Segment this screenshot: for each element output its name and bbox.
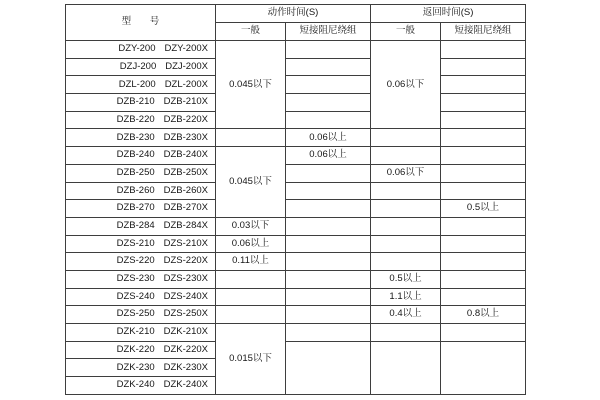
model-a: DZB-270 <box>116 202 155 214</box>
cell-act-general <box>216 288 286 306</box>
model-pair <box>66 345 215 355</box>
model-pair <box>66 168 215 178</box>
model-pair <box>66 186 215 196</box>
cell-ret-general <box>371 235 441 253</box>
cell-ret-damped <box>441 288 526 306</box>
model-a: DZB-230 <box>116 131 155 143</box>
model-cell <box>66 235 216 253</box>
model-b: DZS-210X <box>163 237 208 249</box>
cell-act-damped: 0.06以上 <box>286 129 371 147</box>
cell-act-damped <box>286 111 371 129</box>
table-row <box>66 341 526 359</box>
model-b: DZK-240X <box>163 379 208 391</box>
model-b: DZB-260X <box>163 184 208 196</box>
model-cell <box>66 94 216 112</box>
cell-ret-damped <box>441 94 526 112</box>
model-a: DZK-210 <box>116 326 155 338</box>
model-b: DZY-200X <box>164 43 208 55</box>
cell-ret-general: 0.06以下 <box>371 41 441 129</box>
cell-act-damped: 0.06以上 <box>286 147 371 165</box>
model-a: DZS-240 <box>116 290 155 302</box>
cell-ret-general <box>371 324 441 342</box>
model-b: DZB-240X <box>163 149 208 161</box>
cell-act-damped <box>286 164 371 182</box>
model-pair <box>66 80 215 90</box>
model-pair <box>66 62 215 72</box>
model-pair <box>66 133 215 143</box>
model-a: DZK-230 <box>116 361 155 373</box>
model-a: DZS-250 <box>116 308 155 320</box>
model-b: DZK-220X <box>163 343 208 355</box>
model-b: DZK-230X <box>163 361 208 373</box>
table-row <box>66 217 526 235</box>
cell-ret-general: 0.4以上 <box>371 306 441 324</box>
table-row <box>66 94 526 112</box>
model-pair <box>66 327 215 337</box>
header-act-general: 一般 <box>216 23 286 41</box>
model-cell <box>66 341 216 359</box>
cell-act-general <box>216 129 286 147</box>
cell-act-general: 0.045以下 <box>216 147 286 218</box>
model-b: DZS-230X <box>163 273 208 285</box>
model-a: DZB-240 <box>116 149 155 161</box>
cell-act-damped <box>286 324 371 342</box>
cell-ret-general <box>371 217 441 235</box>
model-a: DZB-210 <box>116 96 155 108</box>
model-pair <box>66 44 215 54</box>
model-pair <box>66 150 215 160</box>
model-cell <box>66 306 216 324</box>
cell-ret-damped <box>441 324 526 342</box>
model-b: DZB-250X <box>163 166 208 178</box>
model-pair <box>66 256 215 266</box>
table-row <box>66 235 526 253</box>
model-a: DZK-220 <box>116 343 155 355</box>
model-pair <box>66 309 215 319</box>
model-b: DZS-240X <box>163 290 208 302</box>
model-a: DZB-284 <box>116 220 155 231</box>
cell-ret-damped <box>441 111 526 129</box>
cell-act-damped <box>286 58 371 76</box>
model-pair <box>66 274 215 284</box>
table-row <box>66 270 526 288</box>
cell-ret-general <box>371 129 441 147</box>
model-b: DZB-284X <box>163 220 208 231</box>
cell-act-general: 0.015以下 <box>216 324 286 395</box>
table-row <box>66 306 526 324</box>
table-row <box>66 111 526 129</box>
model-pair <box>66 292 215 302</box>
cell-ret-general <box>371 182 441 200</box>
model-b: DZB-210X <box>163 96 208 108</box>
model-pair <box>66 380 215 390</box>
table-row <box>66 129 526 147</box>
table-row <box>66 147 526 165</box>
cell-ret-damped <box>441 270 526 288</box>
model-b: DZB-230X <box>163 131 208 143</box>
cell-act-general: 0.06以上 <box>216 235 286 253</box>
table-row <box>66 76 526 94</box>
cell-ret-general <box>371 253 441 271</box>
model-cell <box>66 377 216 395</box>
table-row <box>66 253 526 271</box>
model-b: DZS-250X <box>163 308 208 320</box>
model-b: DZB-220X <box>163 113 208 125</box>
cell-ret-damped <box>441 217 526 235</box>
cell-ret-damped <box>441 164 526 182</box>
model-cell <box>66 147 216 165</box>
cell-act-general: 0.045以下 <box>216 41 286 129</box>
table-row <box>66 288 526 306</box>
model-cell <box>66 217 216 235</box>
cell-act-damped <box>286 341 371 394</box>
model-cell <box>66 359 216 377</box>
model-cell <box>66 164 216 182</box>
model-pair <box>66 221 215 231</box>
cell-ret-damped <box>441 253 526 271</box>
model-b: DZB-270X <box>163 202 208 214</box>
model-cell <box>66 324 216 342</box>
cell-ret-general: 0.06以下 <box>371 164 441 182</box>
cell-ret-damped <box>441 341 526 394</box>
model-cell <box>66 76 216 94</box>
cell-act-general: 0.11以上 <box>216 253 286 271</box>
cell-ret-general <box>371 341 441 394</box>
model-b: DZS-220X <box>163 255 208 267</box>
model-pair <box>66 363 215 373</box>
cell-ret-general: 0.5以上 <box>371 270 441 288</box>
model-pair <box>66 115 215 125</box>
header-model: 型 号 <box>66 5 216 41</box>
cell-act-general: 0.03以下 <box>216 217 286 235</box>
table-row <box>66 182 526 200</box>
cell-act-damped <box>286 288 371 306</box>
cell-ret-damped <box>441 58 526 76</box>
model-pair <box>66 203 215 213</box>
model-pair <box>66 239 215 249</box>
cell-act-damped <box>286 253 371 271</box>
model-a: DZB-250 <box>116 166 155 178</box>
model-cell <box>66 58 216 76</box>
cell-act-damped <box>286 182 371 200</box>
header-ret-damped: 短接阻尼绕组 <box>441 23 526 41</box>
cell-act-general <box>216 306 286 324</box>
model-a: DZS-230 <box>116 273 155 285</box>
model-a: DZL-200 <box>118 78 156 90</box>
header-act-time: 动作时间(S) <box>216 5 371 23</box>
model-b: DZJ-200X <box>165 60 208 72</box>
model-a: DZK-240 <box>116 379 155 391</box>
cell-ret-general <box>371 200 441 218</box>
cell-ret-damped <box>441 41 526 59</box>
model-cell <box>66 200 216 218</box>
cell-act-damped <box>286 270 371 288</box>
cell-ret-damped <box>441 147 526 165</box>
cell-ret-general <box>371 147 441 165</box>
cell-ret-damped <box>441 235 526 253</box>
header-ret-time: 返回时间(S) <box>371 5 526 23</box>
table-row <box>66 200 526 218</box>
cell-act-damped <box>286 94 371 112</box>
header-act-damped: 短接阻尼绕组 <box>286 23 371 41</box>
table-row <box>66 41 526 59</box>
model-pair <box>66 97 215 107</box>
model-a: DZB-260 <box>116 184 155 196</box>
model-cell <box>66 270 216 288</box>
table-header <box>66 5 526 41</box>
model-cell <box>66 41 216 59</box>
cell-act-damped <box>286 200 371 218</box>
cell-ret-general: 1.1以上 <box>371 288 441 306</box>
header-ret-general: 一般 <box>371 23 441 41</box>
cell-act-damped <box>286 235 371 253</box>
model-cell <box>66 253 216 271</box>
cell-act-damped <box>286 306 371 324</box>
model-a: DZJ-200 <box>119 60 157 72</box>
cell-ret-damped <box>441 129 526 147</box>
table-body <box>66 41 526 395</box>
model-cell <box>66 129 216 147</box>
cell-ret-damped: 0.8以上 <box>441 306 526 324</box>
cell-ret-damped <box>441 182 526 200</box>
model-a: DZS-220 <box>116 255 155 267</box>
model-a: DZB-220 <box>116 113 155 125</box>
model-cell <box>66 182 216 200</box>
model-a: DZS-210 <box>116 237 155 249</box>
header-row-1 <box>66 5 526 23</box>
model-b: DZL-200X <box>164 78 208 90</box>
cell-act-damped <box>286 217 371 235</box>
model-a: DZY-200 <box>118 43 156 55</box>
table-row <box>66 324 526 342</box>
table-row <box>66 58 526 76</box>
table-row <box>66 164 526 182</box>
cell-act-damped <box>286 76 371 94</box>
cell-act-damped <box>286 41 371 59</box>
spec-table <box>65 4 526 395</box>
cell-act-general <box>216 270 286 288</box>
model-cell <box>66 111 216 129</box>
model-cell <box>66 288 216 306</box>
cell-ret-damped: 0.5以上 <box>441 200 526 218</box>
model-b: DZK-210X <box>163 326 208 338</box>
cell-ret-damped <box>441 76 526 94</box>
